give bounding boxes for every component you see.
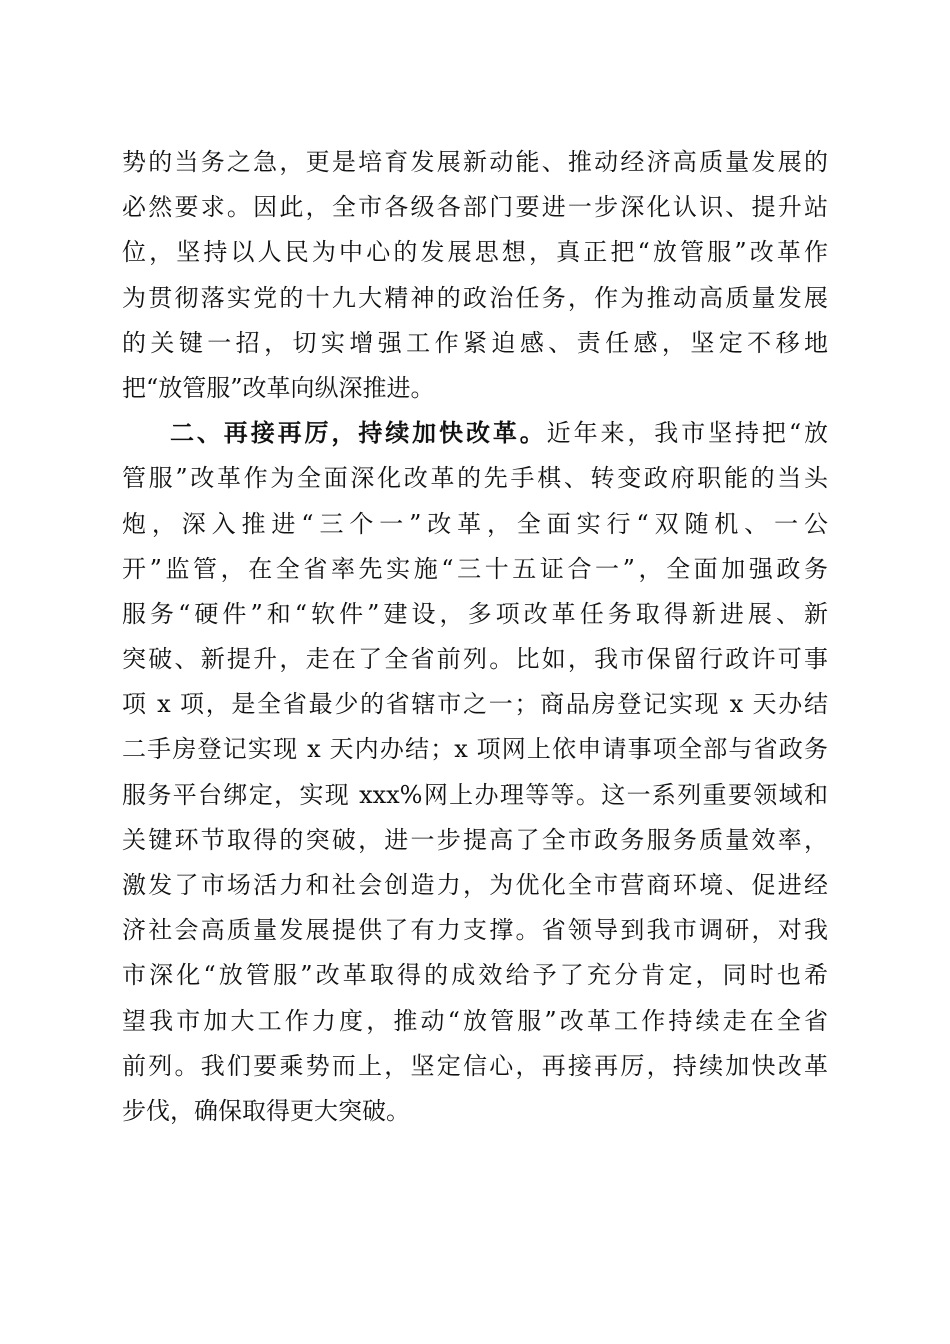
paragraph-line: 把“放管服”改革向纵深推进。 bbox=[122, 373, 435, 402]
section-first-line-text: 近年来，我市坚持把“放 bbox=[546, 419, 828, 448]
paragraph-line: 服务平台绑定，实现 xxx%网上办理等等。这一系列重要领域和 bbox=[122, 780, 828, 809]
paragraph-line: 必然要求。因此，全市各级各部门要进一步深化认识、提升站 bbox=[122, 193, 828, 222]
section-heading: 二、再接再厉，持续加快改革。 bbox=[170, 419, 547, 448]
paragraph-line: 服务“硬件”和“软件”建设，多项改革任务取得新进展、新 bbox=[122, 599, 828, 628]
paragraph-line: 突破、新提升，走在了全省前列。比如，我市保留行政许可事 bbox=[122, 645, 828, 674]
paragraph-line: 前列。我们要乘势而上，坚定信心，再接再厉，持续加快改革 bbox=[122, 1051, 828, 1080]
paragraph-line: 市深化“放管服”改革取得的成效给予了充分肯定，同时也希 bbox=[122, 961, 828, 990]
section-first-line bbox=[122, 411, 828, 456]
paragraph-line: 项 x 项，是全省最少的省辖市之一；商品房登记实现 x 天办结 bbox=[122, 690, 828, 719]
paragraph-line: 开”监管，在全省率先实施“三十五证合一”，全面加强政务 bbox=[122, 554, 828, 583]
paragraph-line: 的关键一招，切实增强工作紧迫感、责任感，坚定不移地 bbox=[122, 328, 828, 357]
paragraph-line: 势的当务之急，更是培育发展新动能、推动经济高质量发展的 bbox=[122, 148, 828, 176]
paragraph-line: 望我市加大工作力度，推动“放管服”改革工作持续走在全省 bbox=[122, 1006, 828, 1035]
paragraph-line: 位，坚持以人民为中心的发展思想，真正把“放管服”改革作 bbox=[122, 238, 828, 267]
paragraph-line: 激发了市场活力和社会创造力，为优化全市营商环境、促进经 bbox=[122, 871, 828, 899]
paragraph-line: 为贯彻落实党的十九大精神的政治任务，作为推动高质量发展 bbox=[122, 283, 828, 312]
paragraph-line: 关键环节取得的突破，进一步提高了全市政务服务质量效率， bbox=[122, 825, 828, 854]
paragraph-line: 步伐，确保取得更大突破。 bbox=[122, 1096, 410, 1125]
document-body bbox=[122, 140, 828, 1134]
paragraph-line: 济社会高质量发展提供了有力支撑。省领导到我市调研，对我 bbox=[122, 916, 828, 945]
paragraph-line: 管服”改革作为全面深化改革的先手棋、转变政府职能的当头 bbox=[122, 464, 828, 493]
paragraph-line: 炮，深入推进“三个一”改革，全面实行“双随机、一公 bbox=[122, 509, 828, 538]
paragraph-line: 二手房登记实现 x 天内办结；x 项网上依申请事项全部与省政务 bbox=[122, 735, 828, 764]
